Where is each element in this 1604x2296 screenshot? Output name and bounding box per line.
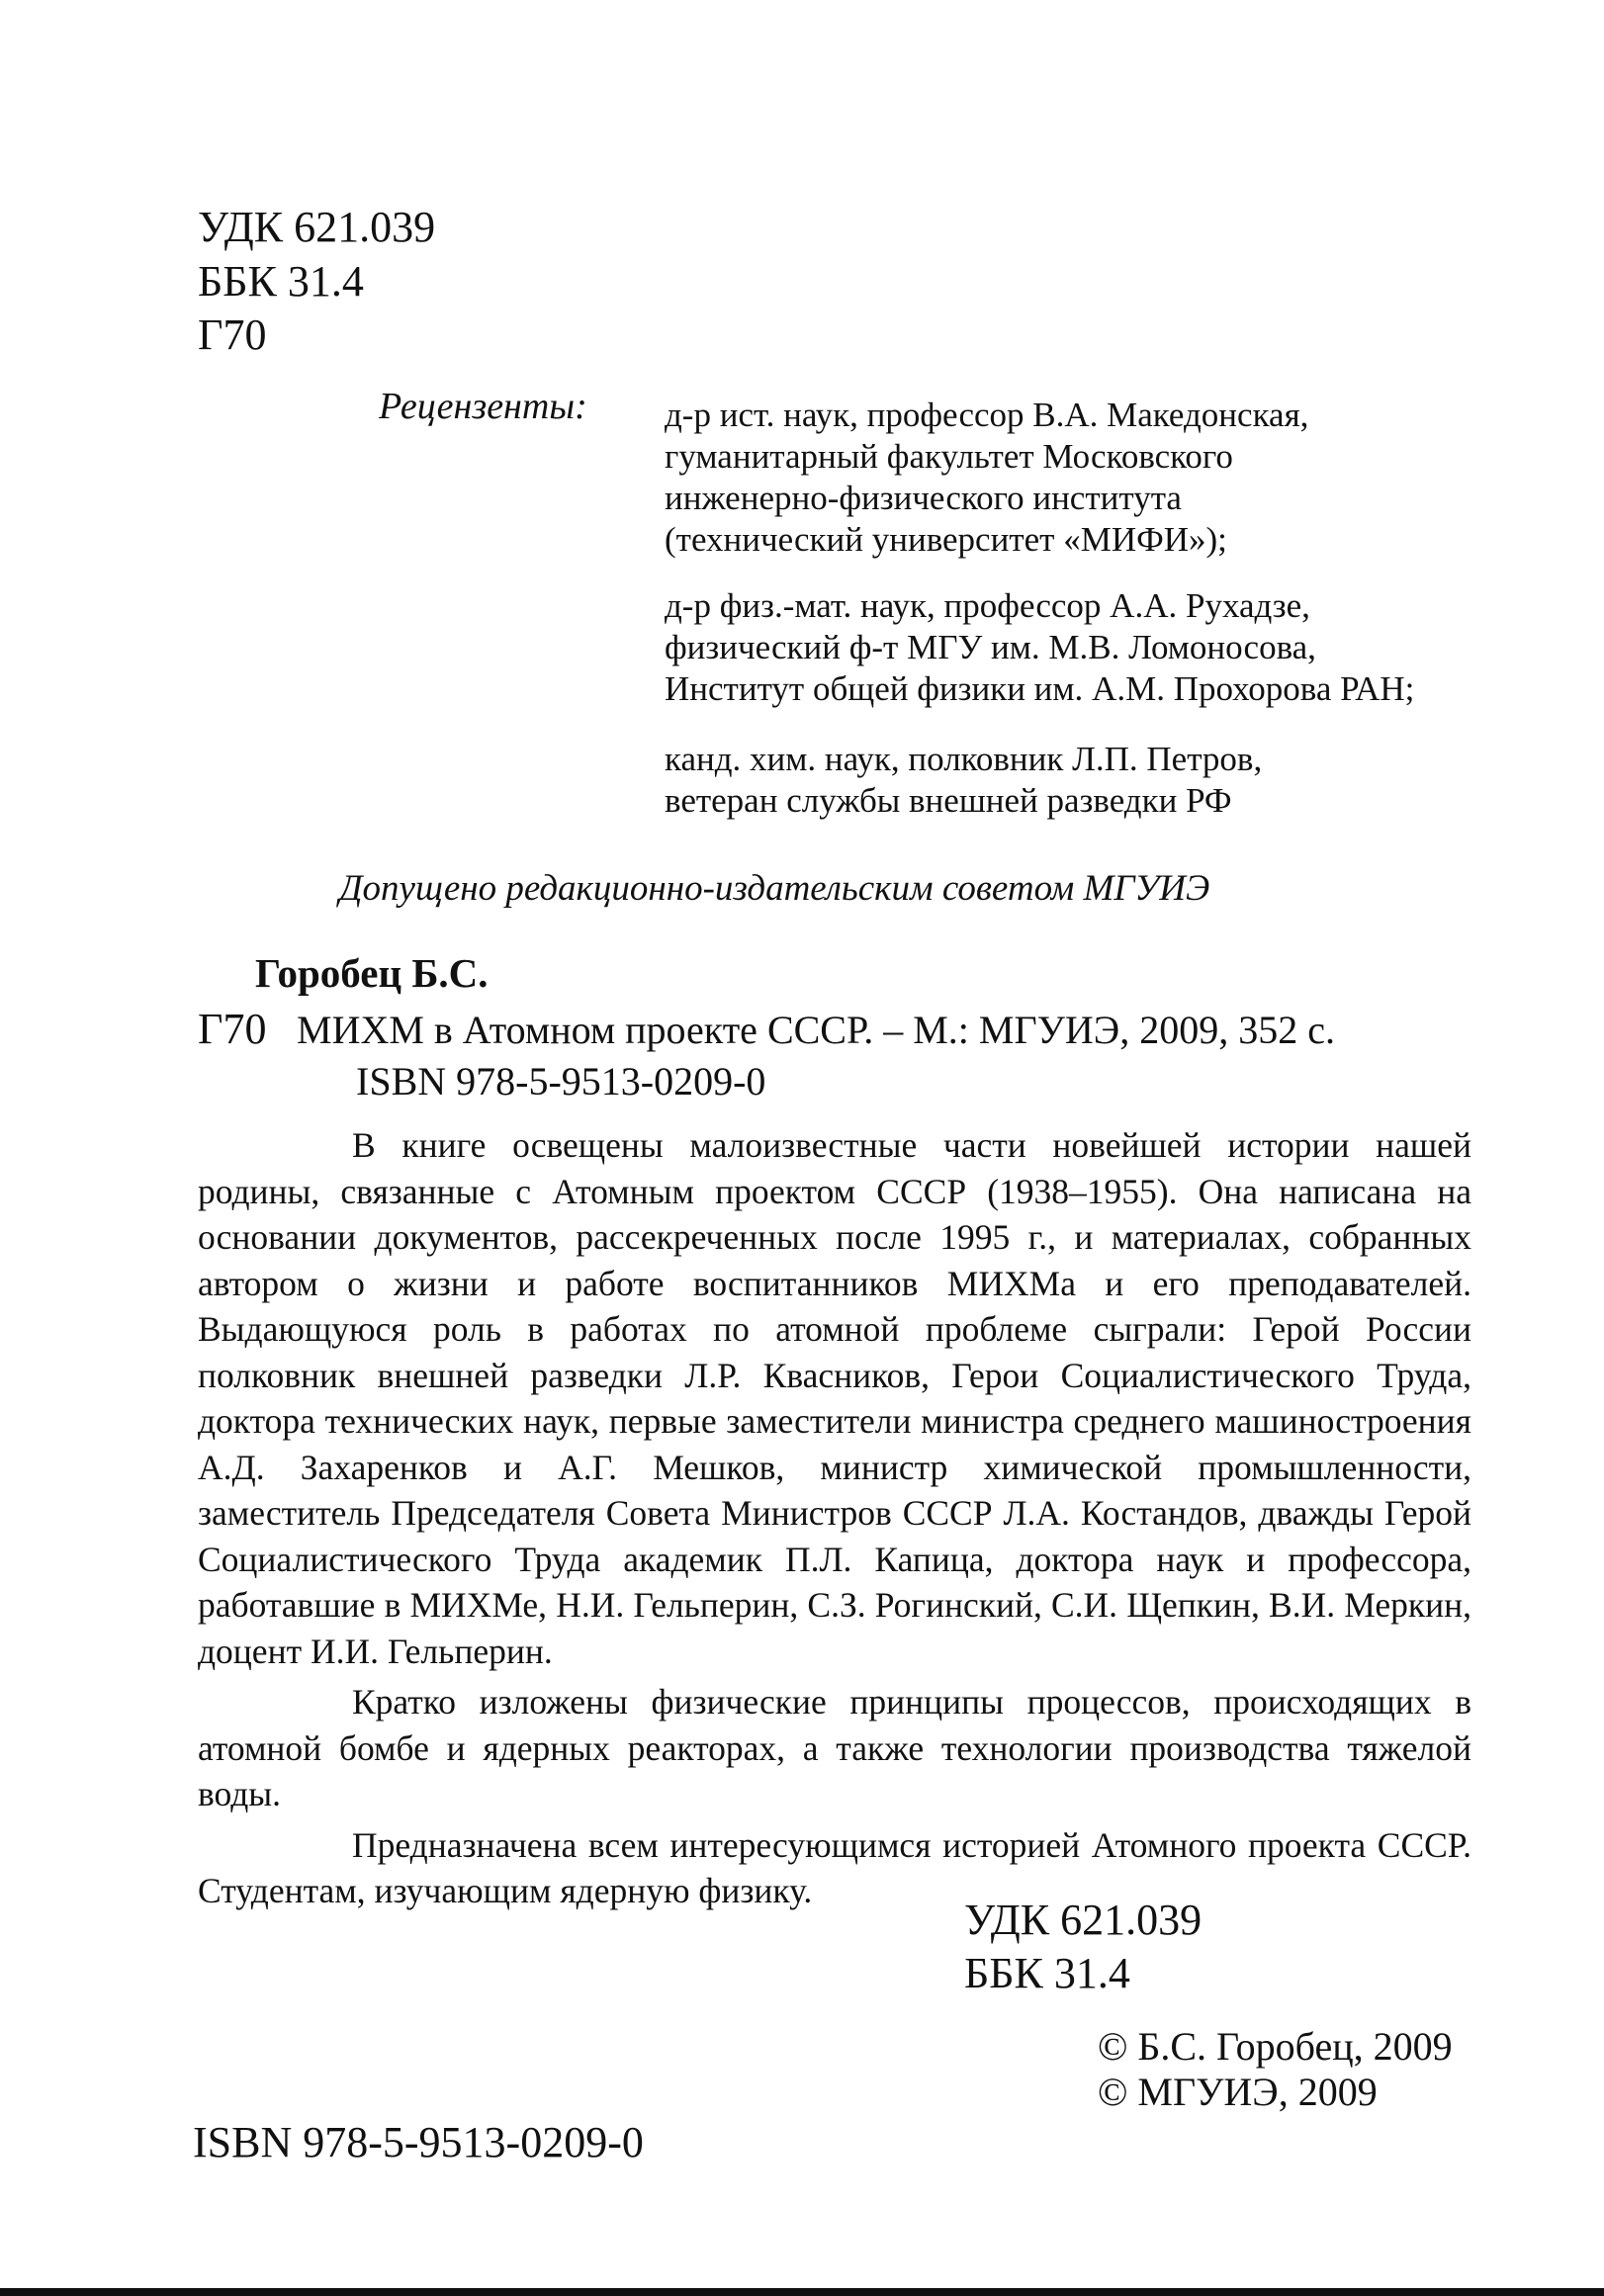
footer-udk-code: УДК 621.039 — [964, 1896, 1203, 1944]
bbk-code: ББК 31.4 — [198, 257, 364, 306]
page-edge-rule — [0, 2288, 1604, 2296]
reviewer-line: инженерно-физического института — [665, 479, 1182, 517]
annotation-paragraph: Кратко изложены физические принципы процессов, происходящих в атомной бомбе и ядерных реакторах, а также технологии производства тяжелой воды. — [198, 1682, 1471, 1813]
bib-isbn: ISBN 978-5-9513-0209-0 — [356, 1059, 766, 1104]
udk-code: УДК 621.039 — [198, 203, 436, 251]
approval-note: Допущено редакционно-издательским советом МГУИЭ — [339, 868, 1210, 909]
reviewer-line: физический ф-т МГУ им. М.В. Ломоносова, — [665, 628, 1316, 666]
reviewers-label: Рецензенты: — [379, 386, 587, 427]
reviewer-line: канд. хим. наук, полковник Л.П. Петров, — [665, 740, 1263, 778]
footer-bbk-code: ББК 31.4 — [964, 1949, 1130, 1997]
footer-isbn: ISBN 978-5-9513-0209-0 — [193, 2118, 644, 2166]
reviewer-line: д-р ист. наук, профессор В.А. Македонская, — [665, 396, 1309, 434]
bib-index: Г70 — [198, 1005, 267, 1053]
author-name: Горобец Б.С. — [255, 950, 489, 996]
bib-title: МИХМ в Атомном проекте СССР. – М.: МГУИЭ, 2009, 352 с. — [297, 1008, 1335, 1052]
copyright-publisher: © МГУИЭ, 2009 — [1098, 2070, 1378, 2114]
reviewer-line: д-р физ.-мат. наук, профессор А.А. Рухадзе, — [665, 586, 1310, 625]
annotation-paragraph: В книге освещены малоизвестные части новейшей истории нашей родины, связанные с Атомным проектом СССР (1938–1955). Она написана на основании документов, рассекреченных после 1995 г., и материалах, собранных автором о жизни и работе воспитанников МИХМа и его преподавателей. Выдающуюся роль в работах по атомной проблеме сыграли: Герой России полковник внешней разведки Л.Р. Квасников, Герои Социалистического Труда, доктора технических наук, первые заместители министра среднего машиностроения А.Д. Захаренков и А.Г. Мешков, министр химической промышленности, заместитель Председателя Совета Министров СССР Л.А. Костандов, дважды Герой Социалистического Труда академик П.Л. Капица, доктора наук и профессора, работавшие в МИХМе, Н.И. Гельперин, С.З. Рогинский, С.И. Щепкин, В.И. Меркин, доцент И.И. Гельперин. — [198, 1125, 1471, 1671]
annotation-paragraph: Предназначена всем интересующимся историей Атомного проекта СССР. Студентам, изучающим ядерную физику. — [198, 1824, 1471, 1910]
author-mark: Г70 — [198, 310, 267, 359]
reviewer-line: Институт общей физики им. А.М. Прохорова РАН; — [665, 669, 1415, 708]
annotation — [198, 1122, 1471, 1914]
copyright-author: © Б.С. Горобец, 2009 — [1098, 2024, 1453, 2069]
reviewer-line: (технический университет «МИФИ»); — [665, 520, 1227, 559]
reviewer-line: ветеран службы внешней разведки РФ — [665, 781, 1232, 820]
reviewer-line: гуманитарный факультет Московского — [665, 437, 1233, 476]
